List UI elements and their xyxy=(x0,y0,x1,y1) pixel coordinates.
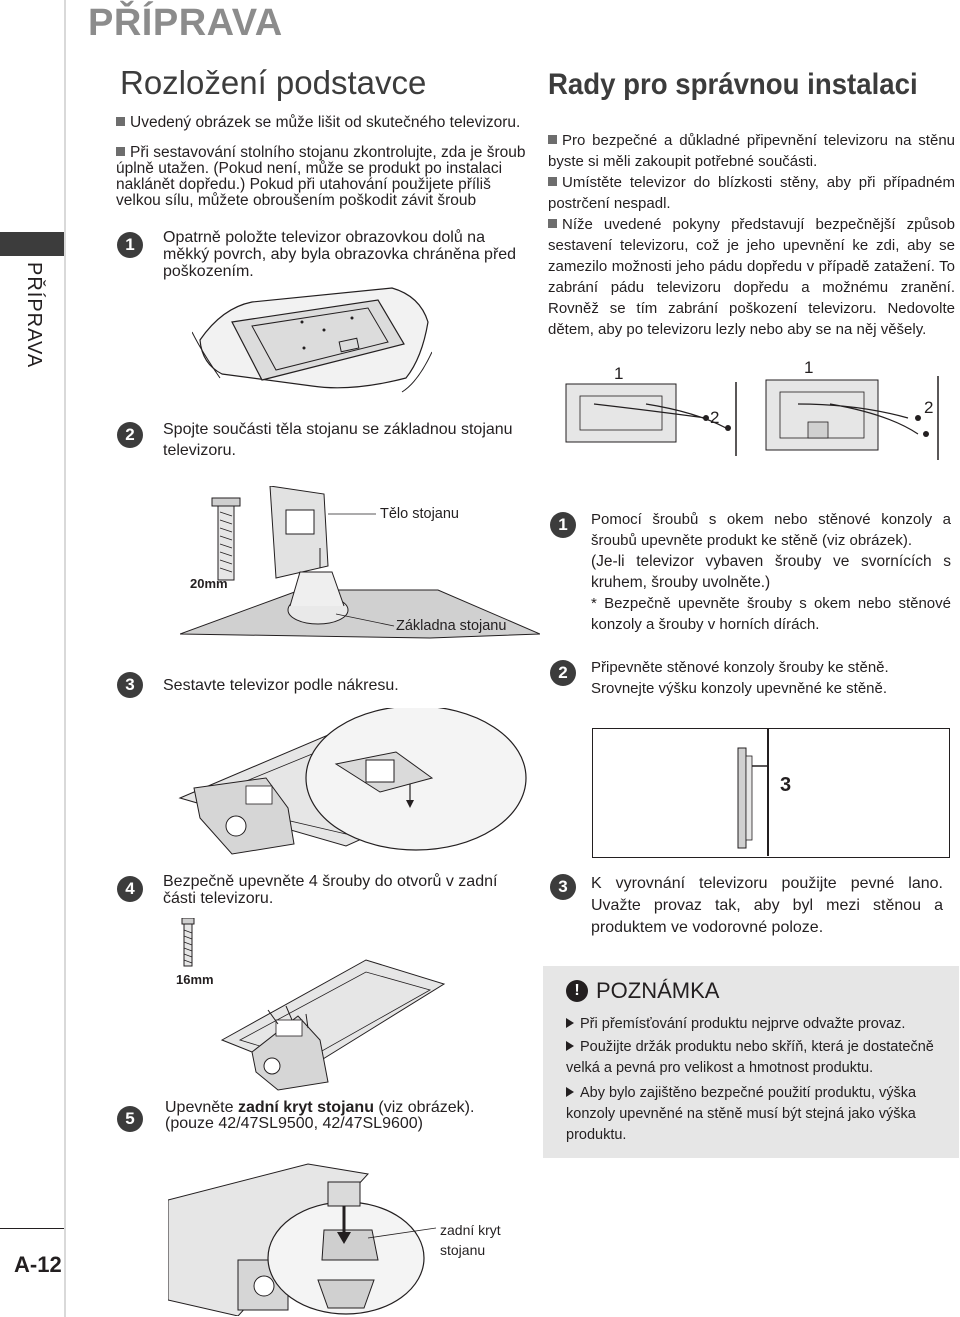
right-step-number-3: 3 xyxy=(550,874,576,900)
bullet-square-icon xyxy=(116,117,125,126)
rear-cover-label: zadní kryt stojanu xyxy=(440,1222,501,1258)
right-step-3-text: K vyrovnání televizoru použijte pevné lano. Uvažte provaz tak, aby byl mezi stěnou a produktem ve vodorovné poloze. xyxy=(591,875,943,936)
step-number-1: 1 xyxy=(117,232,143,258)
right-bullet-3: Níže uvedené pokyny představují bezpečnější způsob sestavení televizoru, což je jeho upevnění ke zdi, aby se zamezilo možnosti jeho pádu dopředu v případě zatažení. To zabrání pádu televizoru dopředu a možnému zranění. Rovněž se tím zabrání poškození televizoru. Nedovolte dětem, aby po televizoru lezly nebo aby se na něj věšely. xyxy=(548,216,955,338)
triangle-bullet-icon xyxy=(566,1018,574,1028)
fig-b-label-1: 1 xyxy=(804,358,814,377)
warning-icon: ! xyxy=(566,980,588,1002)
step-2-text: Spojte součásti těla stojanu se základnou stojanu televizoru. xyxy=(163,421,513,459)
section-tab-marker xyxy=(0,232,64,256)
right-heading: Rady pro správnou instalaci xyxy=(548,68,918,101)
margin-divider xyxy=(64,0,66,1317)
step-4-text: Bezpečně upevněte 4 šrouby do otvorů v zadní části televizoru. xyxy=(163,873,498,907)
fig-b-label-2: 2 xyxy=(924,398,934,417)
step-5-note: (pouze 42/47SL9500, 42/47SL9600) xyxy=(165,1115,423,1132)
tv-facedown-illustration xyxy=(192,282,432,400)
tv-back-screws-illustration xyxy=(216,944,450,1096)
triangle-bullet-icon xyxy=(566,1087,574,1097)
step-5-text: Upevněte zadní kryt stojanu (viz obrázek). xyxy=(165,1099,475,1116)
left-margin-bar xyxy=(0,0,64,1317)
note-item-3: Aby bylo zajištěno bezpečné použití produktu, výška konzoly upevněné na stěně musí být stejná jako výška produktu. xyxy=(566,1085,917,1143)
note-title: POZNÁMKA xyxy=(596,978,720,1003)
right-bullet-1: Pro bezpečné a důkladné připevnění televizoru na stěnu byste si měli zakoupit potřebné součásti. xyxy=(548,132,955,170)
step-number-2: 2 xyxy=(117,422,143,448)
page-title: PŘÍPRAVA xyxy=(88,2,283,44)
stand-body-label: Tělo stojanu xyxy=(380,506,459,522)
wall-mount-bracket-illustration xyxy=(758,374,958,462)
triangle-bullet-icon xyxy=(566,1041,574,1051)
right-step-number-2: 2 xyxy=(550,660,576,686)
right-step-1-text: Pomocí šroubů s okem nebo stěnové konzoly a šroubů upevněte produkt ke stěně (viz obrázek). (Je-li televizor vybaven šrouby ve svornících s kruhem, šrouby uvolněte.) * Bezpečně upevněte šrouby s okem nebo stěnové konzoly a šrouby v horních dírách. xyxy=(591,511,951,633)
page-number: A-12 xyxy=(14,1252,62,1277)
right-step-number-1: 1 xyxy=(550,512,576,538)
side-section-label: PŘÍPRAVA xyxy=(23,262,45,369)
left-bullet-1: Uvedený obrázek se může lišit od skutečného televizoru. xyxy=(116,115,532,131)
step-number-4: 4 xyxy=(117,876,143,902)
note-item-2: Použijte držák produktu nebo skříň, která je dostatečně velká a pevná pro velikost a hmotnost produktu. xyxy=(566,1039,934,1076)
bullet-square-icon xyxy=(116,147,125,156)
screw-length-20mm: 20mm xyxy=(190,576,228,591)
fig-c-label-3: 3 xyxy=(780,774,792,796)
tv-rope-side-illustration xyxy=(592,728,948,856)
wall-mount-eyebolt-illustration xyxy=(556,378,756,458)
tv-stand-assembly-illustration xyxy=(170,708,540,858)
right-step-2-text: Připevněte stěnové konzoly šrouby ke stěně. Srovnejte výšku konzoly upevněné ke stěně. xyxy=(591,659,889,697)
screw-16mm-illustration xyxy=(180,918,196,968)
step-number-3: 3 xyxy=(117,672,143,698)
step-1-text: Opatrně položte televizor obrazovkou dolů na měkký povrch, aby byla obrazovka chráněna před poškozením. xyxy=(163,229,517,280)
step-3-text: Sestavte televizor podle nákresu. xyxy=(163,677,399,694)
fig-a-label-2: 2 xyxy=(710,408,720,427)
bullet-square-icon xyxy=(548,135,557,144)
note-item-1: Při přemísťování produktu nejprve odvažte provaz. xyxy=(566,1014,954,1035)
left-bullet-2: Při sestavování stolního stojanu zkontrolujte, zda je šroub úplně utažen. (Pokud není, může se produkt po instalaci naklánět dopředu.) Pokud při utahování použijete příliš velkou sílu, můžete obroušením poškodit závit šroub xyxy=(116,144,526,209)
screw-length-16mm: 16mm xyxy=(176,972,214,987)
bullet-square-icon xyxy=(548,177,557,186)
left-heading: Rozložení podstavce xyxy=(120,64,427,101)
rear-cover-illustration xyxy=(168,1160,448,1316)
page-number-rule xyxy=(0,1228,64,1229)
step-number-5: 5 xyxy=(117,1106,143,1132)
fig-a-label-1: 1 xyxy=(614,364,624,383)
stand-base-label: Základna stojanu xyxy=(396,618,507,634)
right-bullet-2: Umístěte televizor do blízkosti stěny, aby při případném postrčení nespadl. xyxy=(548,174,955,212)
bullet-square-icon xyxy=(548,219,557,228)
